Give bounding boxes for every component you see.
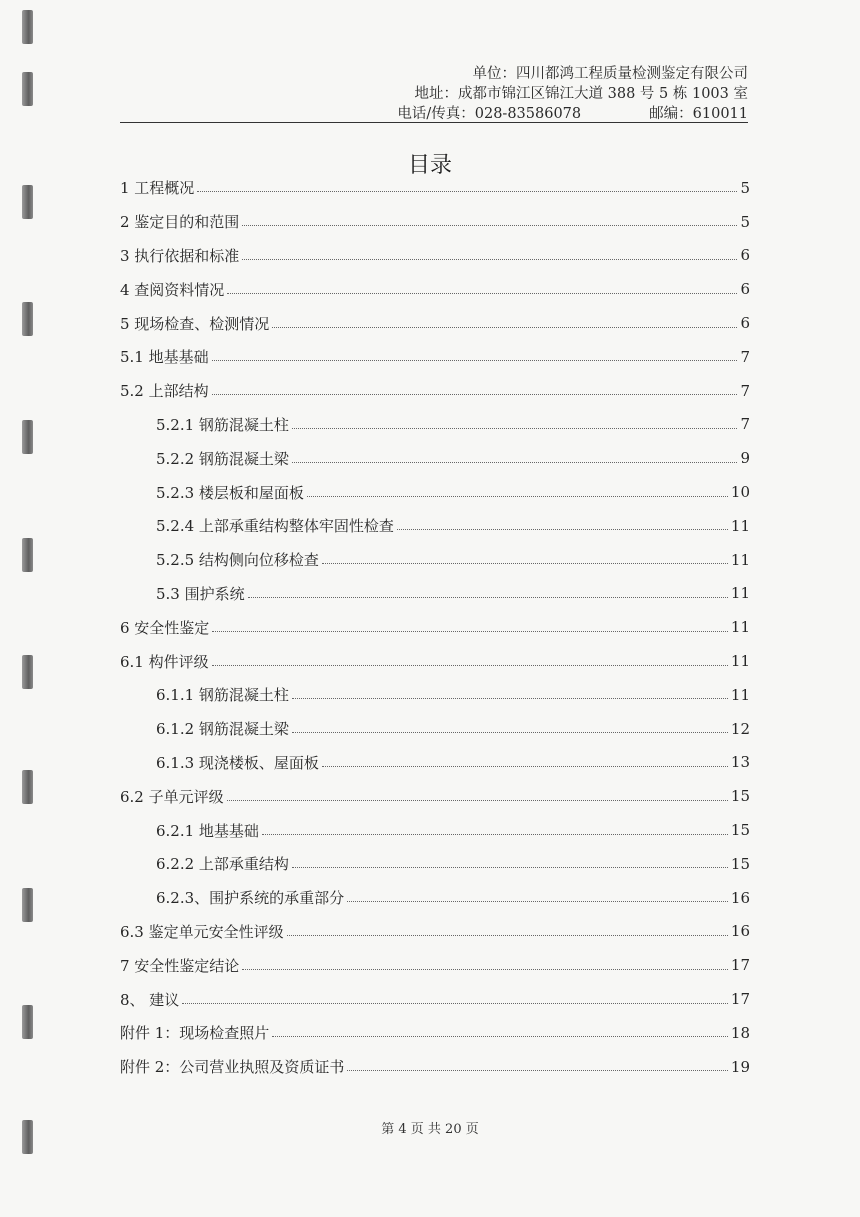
toc-entry-label: 5.3 围护系统: [156, 584, 245, 603]
toc-entry-page: 16: [730, 922, 750, 941]
toc-entry-page: 6: [740, 314, 750, 333]
toc-entry-page: 5: [740, 212, 750, 231]
toc-entry-page: 17: [730, 956, 750, 975]
toc-entry-label: 6.3 鉴定单元安全性评级: [120, 922, 284, 941]
toc-entry-page: 11: [730, 685, 750, 704]
binder-mark: [22, 185, 33, 219]
toc-entry[interactable]: [120, 644, 750, 678]
toc-entry-label: 6.1.1 钢筋混凝土柱: [156, 686, 289, 705]
toc-leader-dots: [347, 901, 728, 902]
toc-entry-page: 11: [730, 550, 750, 569]
toc-entry-label: 5.2.3 楼层板和屋面板: [156, 483, 304, 502]
toc-entry-page: 9: [740, 449, 750, 468]
toc-entry-label: 4 查阅资料情况: [120, 280, 225, 299]
toc-leader-dots: [248, 597, 728, 598]
toc-entry[interactable]: [120, 610, 750, 644]
toc-leader-dots: [292, 462, 737, 463]
toc-entry-page: 12: [730, 719, 750, 738]
toc-leader-dots: [292, 732, 728, 733]
toc-entry[interactable]: [120, 306, 750, 340]
toc-entry[interactable]: [120, 239, 750, 273]
toc-entry[interactable]: [120, 982, 750, 1016]
toc-leader-dots: [292, 428, 737, 429]
binder-mark: [22, 888, 33, 922]
toc-entry[interactable]: [120, 171, 750, 205]
toc-entry-label: 6.1.2 钢筋混凝土梁: [156, 720, 289, 739]
toc-leader-dots: [322, 766, 728, 767]
toc-leader-dots: [292, 698, 728, 699]
toc-leader-dots: [197, 191, 737, 192]
toc-entry-label: 5.1 地基基础: [120, 348, 209, 367]
toc-entry[interactable]: [120, 441, 750, 475]
page-footer: 第 4 页 共 20 页: [381, 1122, 479, 1137]
toc-entry[interactable]: [120, 948, 750, 982]
toc-entry-page: 16: [730, 888, 750, 907]
toc-leader-dots: [212, 360, 737, 361]
toc-leader-dots: [397, 529, 728, 530]
header-divider: [120, 122, 748, 123]
toc-entry-page: 18: [730, 1023, 750, 1042]
toc-entry[interactable]: [120, 272, 750, 306]
binder-mark: [22, 10, 33, 44]
toc-leader-dots: [287, 935, 728, 936]
toc-entry-page: 15: [730, 787, 750, 806]
toc-leader-dots: [347, 1070, 728, 1071]
toc-entry[interactable]: [120, 1050, 750, 1084]
toc-entry[interactable]: [120, 475, 750, 509]
toc-leader-dots: [212, 665, 728, 666]
toc-entry-label: 3 执行依据和标准: [120, 246, 240, 265]
toc-leader-dots: [242, 225, 737, 226]
toc-leader-dots: [212, 631, 728, 632]
toc-entry-label: 6.2.1 地基基础: [156, 821, 259, 840]
binder-mark: [22, 655, 33, 689]
company-contact: [397, 104, 748, 124]
toc-entry-label: 5 现场检查、检测情况: [120, 314, 270, 333]
toc-entry[interactable]: [120, 408, 750, 442]
binder-mark: [22, 538, 33, 572]
toc-entry-page: 5: [740, 178, 750, 197]
toc-list: [120, 171, 750, 1084]
toc-leader-dots: [307, 496, 728, 497]
toc-leader-dots: [182, 1003, 728, 1004]
binder-mark: [22, 420, 33, 454]
toc-entry-label: 7 安全性鉴定结论: [120, 956, 240, 975]
toc-leader-dots: [322, 563, 728, 564]
toc-entry-label: 5.2 上部结构: [120, 382, 209, 401]
toc-entry-label: 6.1.3 现浇楼板、屋面板: [156, 753, 319, 772]
toc-entry-label: 附件 1：现场检查照片: [120, 1024, 270, 1043]
toc-entry-label: 6.2.2 上部承重结构: [156, 855, 289, 874]
toc-entry-page: 7: [740, 415, 750, 434]
toc-leader-dots: [272, 327, 737, 328]
company-phone: 电话/传真：028-83586078: [397, 106, 582, 122]
toc-entry-page: 11: [730, 516, 750, 535]
toc-entry-page: 7: [740, 381, 750, 400]
toc-title: 目录: [407, 153, 452, 178]
toc-entry[interactable]: [120, 577, 750, 611]
toc-entry-page: 19: [730, 1057, 750, 1076]
toc-entry[interactable]: [120, 746, 750, 780]
toc-entry-label: 6.1 构件评级: [120, 652, 209, 671]
company-unit: 单位：四川都鸿工程质量检测鉴定有限公司: [472, 66, 748, 82]
toc-leader-dots: [227, 800, 728, 801]
toc-entry-page: 6: [740, 280, 750, 299]
toc-entry-page: 11: [730, 584, 750, 603]
toc-entry[interactable]: [120, 847, 750, 881]
toc-entry-label: 8、 建议: [120, 990, 180, 1009]
toc-leader-dots: [262, 834, 728, 835]
toc-entry[interactable]: [120, 509, 750, 543]
toc-entry[interactable]: [120, 881, 750, 915]
toc-entry[interactable]: [120, 340, 750, 374]
toc-entry[interactable]: [120, 779, 750, 813]
toc-entry-label: 6.2.3、围护系统的承重部分: [156, 889, 345, 908]
toc-entry-label: 5.2.4 上部承重结构整体牢固性检查: [156, 517, 394, 536]
toc-entry-page: 11: [730, 652, 750, 671]
toc-entry-label: 5.2.1 钢筋混凝土柱: [156, 415, 289, 434]
toc-entry-page: 15: [730, 821, 750, 840]
toc-entry-page: 10: [730, 483, 750, 502]
binder-mark: [22, 770, 33, 804]
toc-leader-dots: [242, 969, 728, 970]
toc-entry-label: 6 安全性鉴定: [120, 618, 210, 637]
toc-leader-dots: [272, 1036, 728, 1037]
toc-entry-page: 11: [730, 618, 750, 637]
toc-entry[interactable]: [120, 813, 750, 847]
toc-entry-page: 7: [740, 347, 750, 366]
toc-entry-label: 2 鉴定目的和范围: [120, 213, 240, 232]
toc-entry-page: 13: [730, 753, 750, 772]
binder-mark: [22, 1005, 33, 1039]
binder-mark: [22, 302, 33, 336]
toc-entry-label: 6.2 子单元评级: [120, 787, 224, 806]
toc-entry[interactable]: [120, 374, 750, 408]
toc-entry-label: 5.2.5 结构侧向位移检查: [156, 551, 319, 570]
toc-entry-label: 附件 2：公司营业执照及资质证书: [120, 1058, 345, 1077]
toc-entry[interactable]: [120, 915, 750, 949]
company-header: [397, 64, 748, 124]
toc-entry-label: 1 工程概况: [120, 179, 195, 198]
toc-entry[interactable]: [120, 678, 750, 712]
company-address: 地址：成都市锦江区锦江大道 388 号 5 栋 1003 室: [414, 86, 748, 102]
toc-entry[interactable]: [120, 205, 750, 239]
toc-leader-dots: [292, 867, 728, 868]
toc-leader-dots: [212, 394, 737, 395]
binder-mark: [22, 72, 33, 106]
company-postcode: 邮编：610011: [649, 106, 748, 122]
toc-entry-page: 6: [740, 246, 750, 265]
toc-entry-page: 17: [730, 990, 750, 1009]
toc-entry[interactable]: [120, 543, 750, 577]
toc-entry-page: 15: [730, 854, 750, 873]
toc-leader-dots: [227, 293, 737, 294]
toc-entry-label: 5.2.2 钢筋混凝土梁: [156, 449, 289, 468]
toc-entry[interactable]: [120, 712, 750, 746]
toc-leader-dots: [242, 259, 737, 260]
toc-entry[interactable]: [120, 1016, 750, 1050]
